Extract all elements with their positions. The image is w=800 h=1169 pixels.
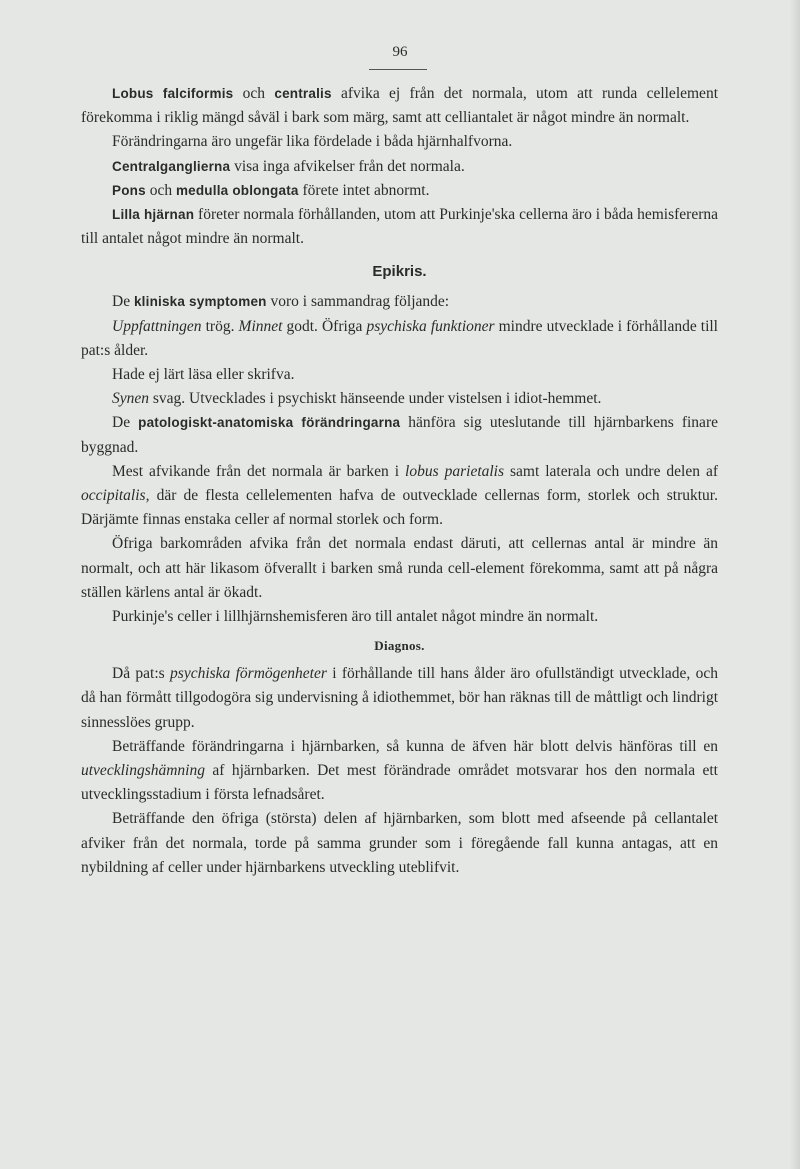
paragraph-hjarnhalfvorna: Förändringarna äro ungefär lika fördelade i båda hjärnhalfvorna. [112, 133, 513, 151]
body-text [81, 82, 718, 880]
paragraph-lasa-skrifva: Hade ej lärt läsa eller skrifva. [112, 366, 295, 384]
term-lobus-falciformis: Lobus falciformis [112, 86, 234, 101]
paragraph-purkinje: Purkinje's celler i lillhjärnshemisferen äro till antalet något mindre än normalt. [112, 608, 599, 626]
paragraph-lobus: Lobus falciformis och centralis afvika ej från det normala, utom att runda cellelement förekomma i riklig mängd såväl i bark som märg, samt att celliantalet är något mindre än normalt. [81, 85, 718, 127]
term-centralganglierna: Centralganglierna [112, 158, 231, 174]
paragraph-pons: Pons och medulla oblongata förete intet abnormt. [112, 181, 430, 199]
paragraph-centralganglierna: Centralganglierna visa inga afvikelser från det normala. [112, 157, 465, 175]
paragraph-lilla-hjarnan: Lilla hjärnan företer normala förhållanden, utom att Purkinje'ska cellerna äro i båda hemisfererna till antalet något mindre än normalt. [81, 206, 718, 248]
paragraph-psychiska-formogenheter: Då pat:s psychiska förmögenheter i förhållande till hans ålder äro ofullständigt utvecklade, och då han förmått tillgodogöra sig undervisning å idiothemmet, bör han räknas till de måttligt och lindrigt sinnesslöes grupp. [81, 665, 718, 731]
page-number-rule [369, 69, 427, 70]
paragraph-ofriga-delen: Beträffande den öfriga (största) delen af hjärnbarken, som blott med afseende på cellantalet afviker från det normala, torde på samma grunder som i föregående fall kunna antagas, att en nybildning af celler under hjärnbarkens utveckling uteblifvit. [81, 810, 718, 876]
term-medulla-oblongata: medulla oblongata [175, 182, 299, 198]
term-kliniska-symptomen: kliniska symptomen [133, 294, 267, 310]
paragraph-patologiskt-anatomiska: De patologiskt-anatomiska förändringarna hänföra sig uteslutande till hjärnbarkens finare byggnad. [81, 414, 718, 456]
term-lilla-hjarnan: Lilla hjärnan [112, 207, 195, 223]
epikris-heading: Epikris. [372, 263, 427, 281]
term-pons: Pons [112, 182, 146, 198]
diagnos-heading: Diagnos. [374, 638, 425, 654]
term-patologiskt-anatomiska: patologiskt-anatomiska förändringarna [138, 415, 401, 431]
term-centralis: centralis [274, 86, 332, 101]
page-edge-shadow [790, 0, 800, 1169]
paragraph-utvecklingshamning: Beträffande förändringarna i hjärnbarken, så kunna de äfven här blott delvis hänföras till en utvecklingshämning af hjärnbarken. Det mest förändrade området motsvarar hos den normala ett utvecklingsstadium i första lefnadsåret. [81, 737, 718, 804]
paragraph-synen: Synen svag. Utvecklades i psychiskt hänseende under vistelsen i idiot-hemmet. [112, 390, 602, 408]
paragraph-uppfattningen: Uppfattningen trög. Minnet godt. Öfriga psychiska funktioner mindre utvecklade i förhållande till pat:s ålder. [81, 317, 718, 359]
paragraph-kliniska-symptomen: De kliniska symptomen voro i sammandrag följande: [112, 293, 450, 311]
paragraph-lobus-parietalis: Mest afvikande från det normala är barken i lobus parietalis samt laterala och undre delen af occipitalis, där de flesta cellelementen hafva de outvecklade cellernas form, storlek och struktur. Därjämte finnas enstaka celler af normal storlek och form. [81, 462, 718, 529]
page-number: 96 [392, 44, 408, 60]
paragraph-ofriga-barkomraden: Öfriga barkområden afvika från det normala endast däruti, att cellernas antal är mindre än normalt, och att här likasom öfverallt i barken små runda cell-element förekomma, samt att på några ställen kärlens antal är ökadt. [81, 535, 718, 601]
